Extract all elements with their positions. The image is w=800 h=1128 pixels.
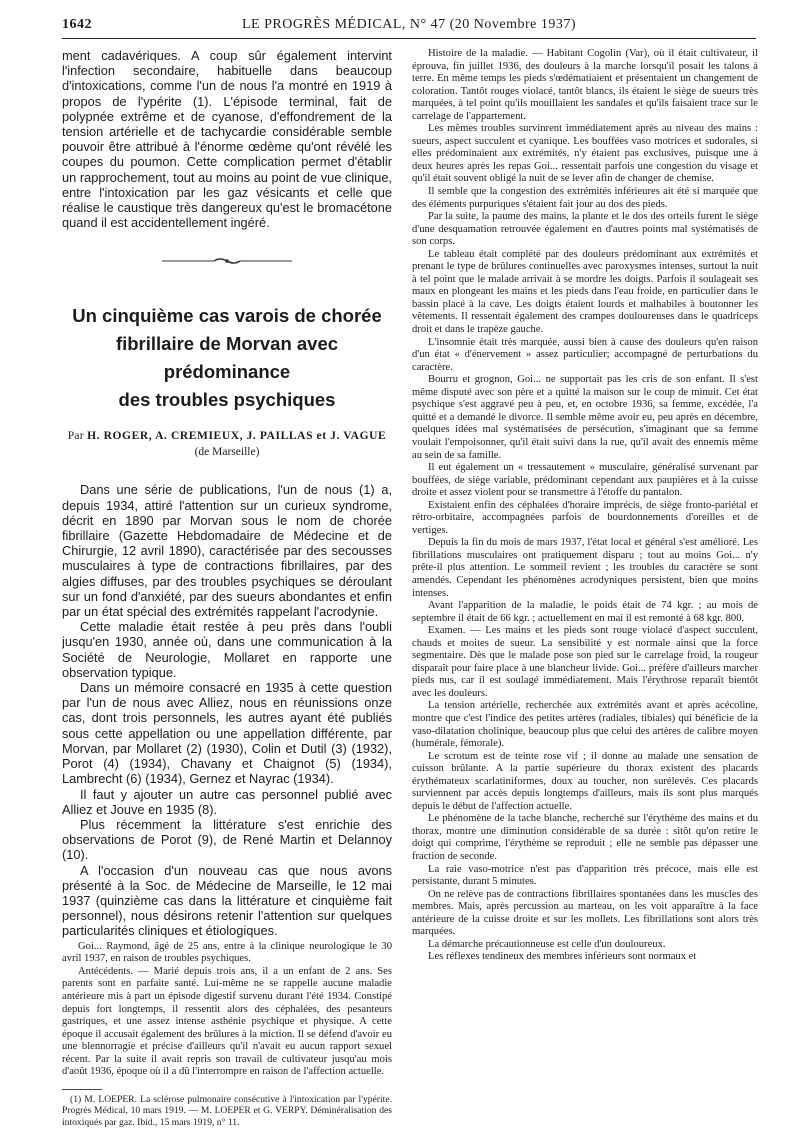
- authors-line: [62, 430, 392, 442]
- case-paragraph: La tension artérielle, recherchée aux extrémités avant et après acécoline, montre que c'est l'indice des petites artères (radiales, tibiales) qui bénéficie de la vaso-dilatation cholinique, beaucoup plus que celui des artères de calibre moyen (humérale, fémorale).: [412, 700, 758, 750]
- affiliation: (de Marseille): [194, 446, 260, 459]
- right-column: [412, 48, 758, 964]
- case-paragraph: Avant l'apparition de la maladie, le poids était de 74 kgr. ; au mois de septembre il était de 66 kgr. ; actuellement en mai il est remonté à 68 kgr. 800.: [412, 600, 758, 624]
- case-paragraph: Il semble que la congestion des extrémités inférieures ait été si marquée que des éléments purpuriques s'étaient fait jour au dos des pieds.: [412, 186, 758, 210]
- case-paragraph: Le scrotum est de teinte rose vif ; il donne au malade une sensation de cuisson brûlante. A la partie supérieure du thorax existent des placards érythémateux scarlatiniformes, doux au toucher, non surélevés. Ces placards surviennent par accès depuis longtemps d'ailleurs, mais ils sont plus marqués depuis le début de l'affection actuelle.: [412, 750, 758, 812]
- body-paragraph: Dans un mémoire consacré en 1935 à cette question par l'un de nous avec Alliez, nous en réunissions onze cas, dont trois personnels, les autres ayant été publiés sous cette appellation ou une appellation différente, par Morvan, par Mollaret (2) (1930), Colin et Dutil (3) (1932), Porot (4) (1934), Chavany et Chaignot (5) (1934), Lambrecht (6) (1934), Gernez et Nayrac (1934).: [62, 680, 392, 787]
- title-line: fibrillaire de Morvan avec prédominance: [115, 333, 339, 383]
- case-paragraph: Bourru et grognon, Goi... ne supportait pas les cris de son enfant. Il s'est même disputé avec son père et a quitté la maison sur le coup de minuit. Cet état psychique s'est aggravé peu à peu, et, en octobre 1936, sa femme, excédée, l'a quitté et a demandé le divorce. Il semble même avoir eu, peu après en décembre, quelques idées mal systématisées de persécution, s'imaginant que sa femme voulait l'empoisonner, qu'il était suivi dans la rue, qu'il avait des ennemis même au sein de sa famille.: [412, 374, 758, 461]
- case-paragraph: Il eut également un « tressautement » musculaire, généralisé survenant par bouffées, de siège variable, prédominant cependant aux paupières et à la cuisse droite et assez violent pour se transmettre à l'étoffe du pantalon.: [412, 462, 758, 499]
- case-paragraph: Par la suite, la paume des mains, la plante et le dos des orteils furent le siège d'une desquamation retrouvée également en d'autres points mal systématisés de son corps.: [412, 211, 758, 248]
- journal-title: LE PROGRÈS MÉDICAL, N° 47 (20 Novembre 1937): [241, 17, 577, 32]
- section-ornament: [62, 256, 392, 268]
- title-line: Un cinquième cas varois de chorée: [72, 305, 382, 327]
- authors-prefix: Par: [67, 430, 84, 443]
- case-paragraph: Les mêmes troubles survinrent immédiatement après au niveau des mains : sueurs, aspect succulent et cyanique. Les bouffées vaso motrices et sudorales, si elles prédominaient aux extrémités, n'y étaient pas exclusives, puisque une à deux heures après les repas Goi... ressentait parfois une congestion du visage et qu'il était souvent obligé la nuit de se lever afin de changer de chemise.: [412, 123, 758, 185]
- case-paragraph: Existaient enfin des céphalées d'horaire imprécis, de siège fronto-pariétal et rétro-orbitaire, accompagnées parfois de bourdonnements d'oreilles et de vertiges.: [412, 499, 758, 536]
- case-paragraph: L'insomnie était très marquée, aussi bien à cause des douleurs qu'en raison d'un état « d'énervement » assez particulier; accompagné de perturbations du caractère.: [412, 336, 758, 373]
- case-paragraph: Le tableau était complété par des douleurs prédominant aux extrémités et prenant le type de brûlures continuelles avec paroxysmes intenses, surtout la nuit à tel point que le malade arrivait à se mordre les doigts. Parfois il soulageait ses maux en plongeant les mains et les pieds dans l'eau froide, en particulier dans le bassin placé à la cave. Les doigts étaient lourds et malhabiles à boutonner les vêtements. Il ressentait également des crampes douloureuses dans le quadriceps droit et dans le trapèze gauche.: [412, 248, 758, 336]
- title-line: des troubles psychiques: [118, 389, 336, 411]
- footnote-rule: [62, 1089, 102, 1090]
- footnote: (1) M. LOEPER. La sclérose pulmonaire consécutive à l'intoxication par l'ypérite. Progrès Médical, 10 mars 1919. — M. LOEPER et G. VERPY. Déminéralisation des intoxiqués par gaz. Ibid., 15 mars 1919, n° 11.: [62, 1094, 392, 1128]
- case-paragraph: Goi... Raymond, âgé de 25 ans, entre à la clinique neurologique le 30 avril 1937, en raison de troubles psychiques.: [62, 940, 392, 965]
- page-number: 1642: [62, 17, 92, 32]
- header-rule: [62, 38, 756, 39]
- body-paragraph: Dans une série de publications, l'un de nous (1) a, depuis 1934, attiré l'attention sur un curieux syndrome, décrit en 1890 par Morvan sous le nom de chorée fibrillaire (Gazette Hebdomadaire de Médecine et de Chirurgie, 12 avril 1890), caractérisée par des secousses musculaires à type de contractions fibrillaires, par des algies diffuses, par des troubles psychiques se déroulant sur un fond d'anxiété, par des sueurs abondantes et enfin par un état spécial des extrémités rappelant l'acrodynie.: [62, 482, 392, 620]
- body-paragraph: Il faut y ajouter un autre cas personnel publié avec Alliez et Jouve en 1935 (8).: [62, 786, 392, 817]
- case-paragraph: Antécédents. — Marié depuis trois ans, il a un enfant de 2 ans. Ses parents sont en parfaite santé. Lui-même ne se rappelle aucune maladie antérieure mis à part un épisode digestif survenu durant l'été 1934. Constipé depuis fort longtemps, il ressentit alors des céphalées, des pesanteurs gastriques, et une assez intense asthénie psychique et physique. A cette époque il accusait également des brûlures à la miction. Il se défend d'avoir eu une blennorragie et précise d'ailleurs qu'il n'avait eu aucun rapport sexuel récent. Par la suite il avait repris son travail de cultivateur jusqu'au mois d'août 1936, époque où il a dû l'interrompre en raison de l'affection actuelle.: [62, 965, 392, 1078]
- article-title: [62, 302, 392, 414]
- body-paragraph: A l'occasion d'un nouveau cas que nous avons présenté à la Soc. de Médecine de Marseille, le 12 mai 1937 (quinzième cas dans la littérature et cinquième fait personnel), nous désirons retenir l'attention sur quelques particularités cliniques et étiologiques.: [62, 862, 392, 939]
- running-header: [62, 17, 756, 37]
- case-paragraph: La démarche précautionneuse est celle d'un douloureux.: [428, 938, 666, 950]
- body-paragraph: Cette maladie était restée à peu près dans l'oubli jusqu'en 1930, année où, dans une communication à la Société de Neurologie, Mollaret en rapporte une observation typique.: [62, 619, 392, 680]
- body-paragraph: Plus récemment la littérature s'est enrichie des observations de Porot (9), de René Martin et Delannoy (10).: [62, 816, 392, 863]
- case-paragraph: Examen. — Les mains et les pieds sont rouge violacé d'aspect succulent, chauds et moites de sueur. La sensibilité y est normale ainsi que la force segmentaire. Dès que le malade pose son pied sur le carrelage froid, la rougeur disparaît pour faire place à une blancheur livide. Goi... préfère d'ailleurs marcher pieds nus, car il est soulagé immédiatement. Mais l'érythrose reparaît bientôt avec les douleurs.: [412, 625, 758, 699]
- authors: H. ROGER, A. CREMIEUX, J. PAILLAS et J. VAGUE: [87, 430, 387, 443]
- case-paragraph: Histoire de la maladie. — Habitant Cogolin (Var), où il était cultivateur, il éprouva, fin juillet 1936, des douleurs à la marche lorsqu'il posait les talons à terre. En même temps les pieds s'œdématiaient et présentaient un changement de coloration. Tantôt rouges violacé, tantôt blancs, ils étaient le siège de sueurs très marquées, à tel point qu'ils mouillaient les sandales et qu'ils faisaient trace sur le carrelage de l'appartement.: [412, 48, 758, 122]
- case-paragraph: La raie vaso-motrice n'est pas d'apparition très précoce, mais elle est persistante, durant 5 minutes.: [412, 863, 758, 888]
- case-paragraph: Le phénomène de la tache blanche, recherché sur l'érythème des mains et du thorax, montre une diminution considérable de sa durée : sitôt qu'on retire le doigt qui comprime, l'érythème se reproduit ; elle ne semble pas dépasser une fraction de seconde.: [412, 813, 758, 862]
- left-column: [62, 48, 392, 1128]
- case-paragraph: Les réflexes tendineux des membres inférieurs sont normaux et: [428, 951, 697, 963]
- intro-paragraph: ment cadavériques. A coup sûr également intervint l'infection secondaire, habituelle dans beaucoup d'intoxications, comme l'un de nous l'a montré en 1919 à propos de l'ypérite (1). L'épisode terminal, fait de polypnée extrême et de cyanose, d'effondrement de la tension artérielle et de tachycardie considérable semble pouvoir être attribué à l'énorme œdème qu'ont révélé les coupes du poumon. Cette complication permet d'établir un rapprochement, tout au moins au point de vue clinique, entre l'intoxication par les gaz vésicants et celle que réalise le caustique très dangereux qu'est le bromacétone quand il est accidentellement ingéré.: [62, 48, 392, 231]
- case-paragraph: Depuis la fin du mois de mars 1937, l'état local et général s'est amélioré. Les fibrillations musculaires ont pratiquement disparu ; tout au moins Goi... n'y prête-il plus attention. Le sommeil revient ; les troubles du caractère se sont amendés. Cependant les phénomènes acrodyniques persistent, bien que moins intenses.: [412, 537, 758, 599]
- case-paragraph: On ne relève pas de contractions fibrillaires spontanées dans les muscles des membres. Mais, après percussion au marteau, on les voit apparaître à la face antérieure de la cuisse droite et sur les mollets. Les fibrillations sont alors très marquées.: [412, 888, 758, 938]
